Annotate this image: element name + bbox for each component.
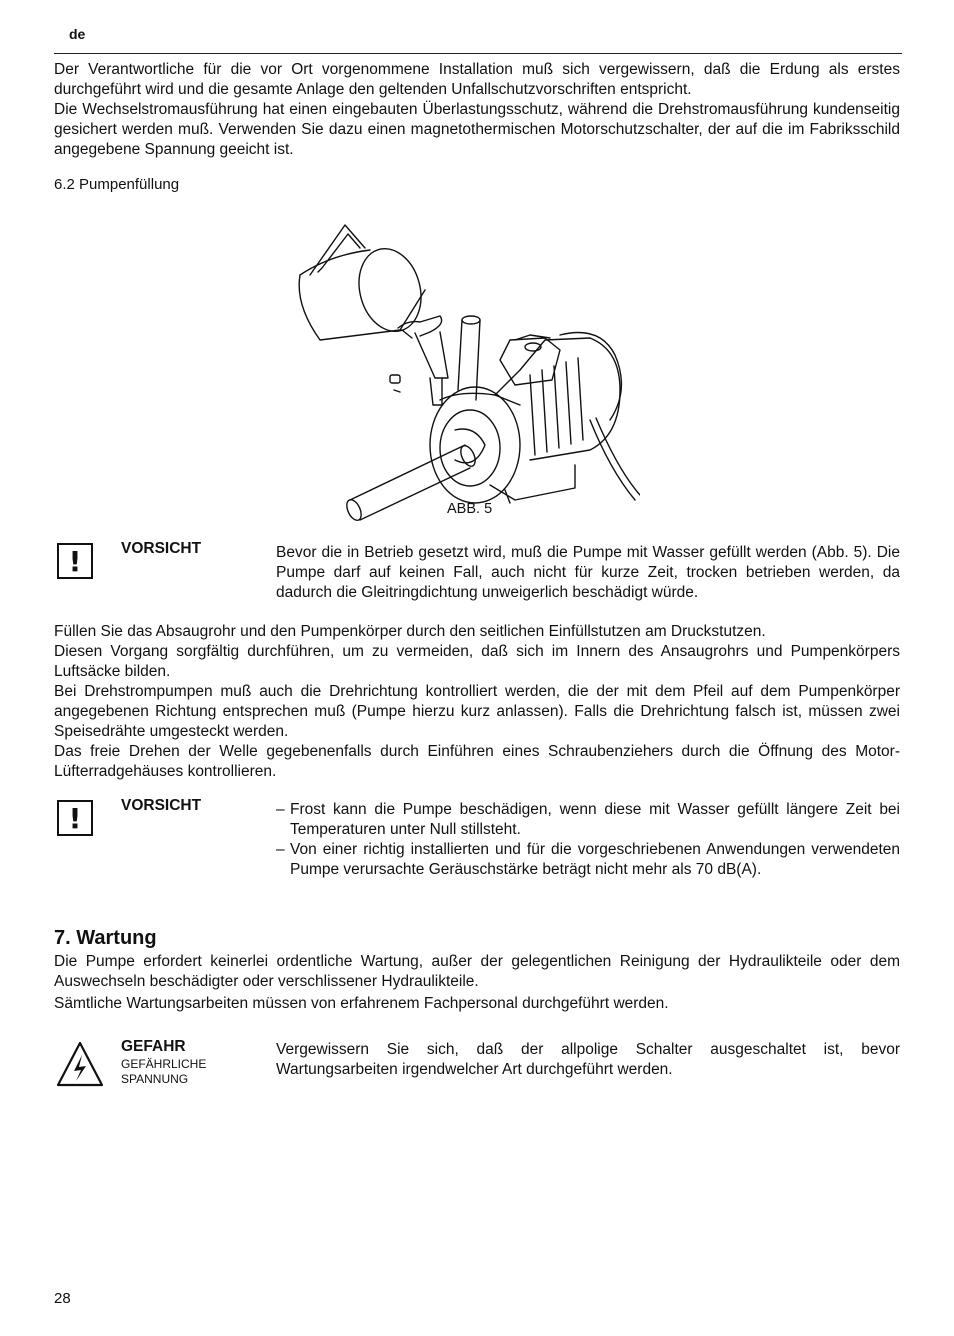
list-dash: –	[276, 801, 285, 818]
intro-paragraph-1: Der Verantwortliche für die vor Ort vorgenommene Installation muß sich vergewissern, daß die Erdung als erstes durchgeführt wird und die gesamte Anlage den geltenden Unfallschutzvorschriften entspricht.	[54, 61, 900, 98]
caution-label-1: VORSICHT	[121, 540, 202, 557]
body-paragraph-4: Das freie Drehen der Welle gegebenenfalls durch Einführen eines Schraubenziehers durch die Öffnung des Motor-Lüfterradgehäuses kontrollieren.	[54, 743, 900, 780]
caution-text-1: Bevor die in Betrieb gesetzt wird, muß die Pumpe mit Wasser gefüllt werden (Abb. 5). Die Pumpe darf auf keinen Fall, auch nicht für kurze Zeit, trocken betrieben werden, da dadurch die Gleitringdichtung unweigerlich beschädigt würde.	[276, 544, 900, 601]
list-item-text: Frost kann die Pumpe beschädigen, wenn diese mit Wasser gefüllt längere Zeit bei Temperaturen unter Null stillsteht.	[290, 801, 900, 838]
exclamation-icon: !	[57, 543, 93, 579]
body-paragraph-3: Bei Drehstrompumpen muß auch die Drehrichtung kontrolliert werden, die der mit dem Pfeil auf dem Pumpenkörper angegebenen Richtung entsprechen muß (Pumpe hierzu kurz anlassen). Falls die Drehrichtung falsch ist, müssen zwei Speisedrähte umgesteckt werden.	[54, 683, 900, 740]
list-item	[276, 800, 900, 840]
danger-text: Vergewissern Sie sich, daß der allpolige Schalter ausgeschaltet ist, bevor Wartungsarbeiten irgendwelcher Art durchgeführt werden.	[276, 1041, 900, 1078]
filling-instructions	[54, 622, 900, 782]
body-paragraph-2: Diesen Vorgang sorgfältig durchführen, um zu vermeiden, daß sich im Innern des Ansaugrohrs und Pumpenkörpers Luftsäcke bilden.	[54, 643, 900, 680]
maintenance-paragraph-1: Die Pumpe erfordert keinerlei ordentliche Wartung, außer der gelegentlichen Reinigung der Hydraulikteile oder dem Auswechseln beschädigter oder verschlissener Hydraulikteile.	[54, 953, 900, 990]
section-6-2-title: 6.2 Pumpenfüllung	[54, 176, 180, 193]
pump-filling-drawing	[290, 220, 640, 525]
danger-label: GEFAHR	[121, 1038, 186, 1055]
body-paragraph-1: Füllen Sie das Absaugrohr und den Pumpenkörper durch den seitlichen Einfüllstutzen am Druckstutzen.	[54, 623, 766, 640]
exclamation-icon: !	[57, 800, 93, 836]
figure-caption: ABB. 5	[447, 501, 493, 517]
pump-filling-illustration	[290, 220, 640, 525]
list-item	[276, 840, 900, 880]
caution-label-2: VORSICHT	[121, 797, 202, 814]
maintenance-text	[54, 952, 900, 1014]
caution-list-2	[276, 800, 900, 880]
list-item-text: Von einer richtig installierten und für die vorgeschriebenen Anwendungen verwendeten Pumpe verursachte Geräuschstärke beträgt nicht mehr als 70 dB(A).	[290, 841, 900, 878]
intro-text	[54, 60, 900, 160]
language-code: de	[69, 26, 86, 42]
list-dash: –	[276, 841, 285, 858]
page-number: 28	[54, 1290, 71, 1307]
maintenance-paragraph-2: Sämtliche Wartungsarbeiten müssen von erfahrenem Fachpersonal durchgeführt werden.	[54, 995, 669, 1012]
section-7-title: 7. Wartung	[54, 927, 157, 949]
danger-sublabel-2: SPANNUNG	[121, 1072, 189, 1086]
intro-paragraph-2: Die Wechselstromausführung hat einen eingebauten Überlastungsschutz, während die Drehstromausführung kundenseitig gesichert werden muß. Verwenden Sie dazu einen magnetothermischen Motorschutzschalter, der auf die im Fabriksschild angegebene Spannung geeicht ist.	[54, 101, 900, 158]
danger-sublabel-1: GEFÄHRLICHE	[121, 1057, 207, 1071]
high-voltage-icon	[55, 1040, 105, 1088]
header-rule	[54, 53, 902, 54]
